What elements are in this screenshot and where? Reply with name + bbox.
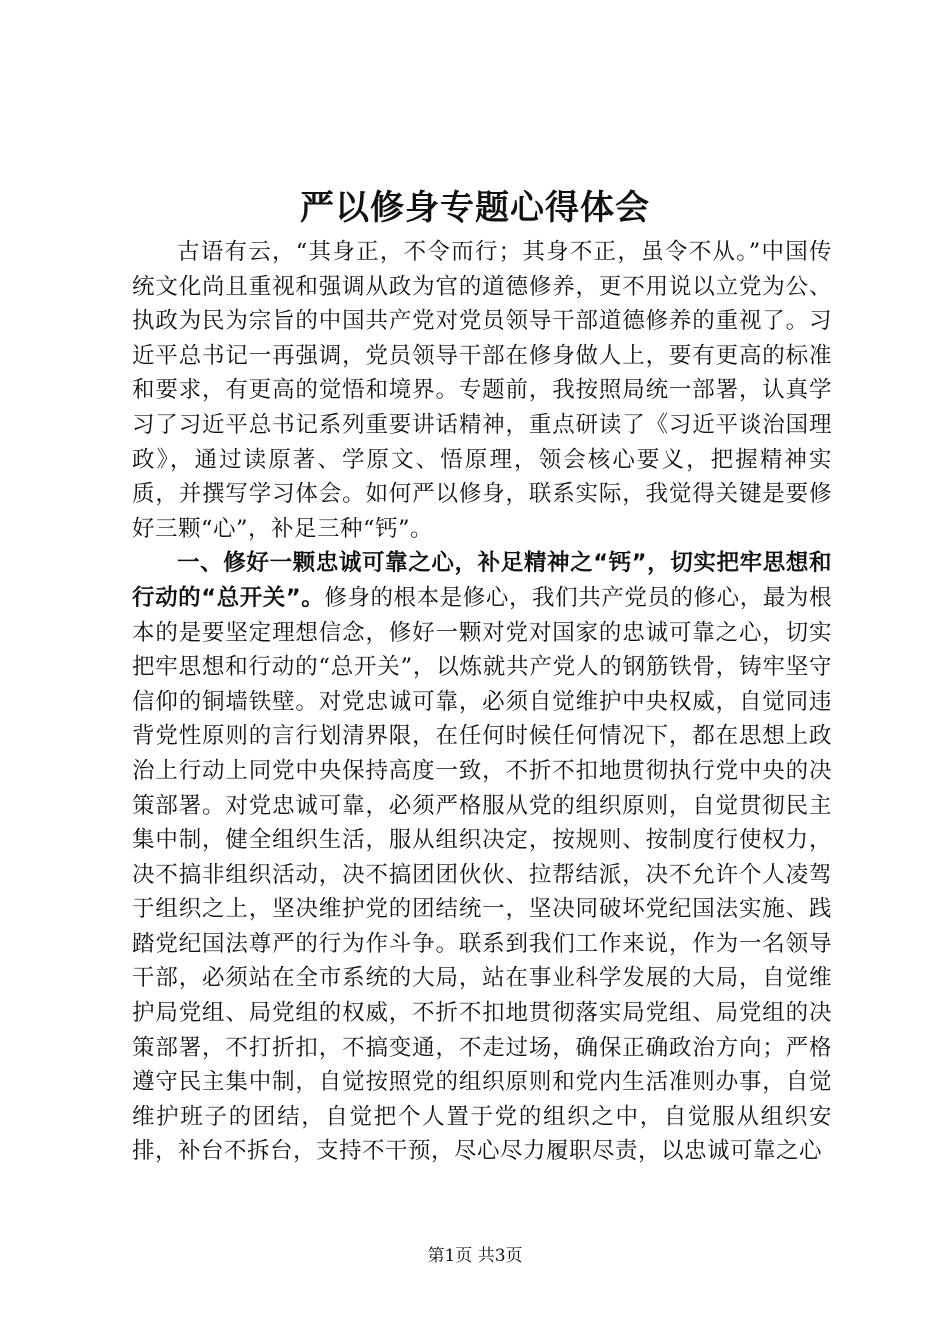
page-footer: 第1页 共3页 (427, 1246, 523, 1266)
document-body (132, 235, 832, 1169)
intro-paragraph: 古语有云，“其身正，不令而行；其身不正，虽令不从。”中国传统文化尚且重视和强调从政为官的道德修养，更不用说以立党为公、执政为民为宗旨的中国共产党对党员领导干部道德修养的重视了。习近平总书记一再强调，党员领导干部在修身做人上，要有更高的标准和要求，有更高的觉悟和境界。专题前，我按照局统一部署，认真学习了习近平总书记系列重要讲话精神，重点研读了《习近平谈治国理政》，通过读原著、学原文、悟原理，领会核心要义，把握精神实质，并撰写学习体会。如何严以修身，联系实际，我觉得关键是要修好三颗“心”，补足三种“钙”。 (132, 239, 832, 542)
section-1-heading: 一、修好一颗忠诚可靠之心，补足精神之“钙”，切实把牢思想和行动的“总开关”。 (132, 550, 832, 611)
document-title: 严以修身专题心得体会 (300, 188, 650, 228)
section-1-body: 修身的根本是修心，我们共产党员的修心，最为根本的是要坚定理想信念，修好一颗对党对国家的忠诚可靠之心，切实把牢思想和行动的“总开关”，以炼就共产党人的钢筋铁骨，铸牢坚守信仰的铜墙铁壁。对党忠诚可靠，必须自觉维护中央权威，自觉同违背党性原则的言行划清界限，在任何时候任何情况下，都在思想上政治上行动上同党中央保持高度一致，不折不扣地贯彻执行党中央的决策部署。对党忠诚可靠，必须严格服从党的组织原则，自觉贯彻民主集中制，健全组织生活，服从组织决定，按规则、按制度行使权力，决不搞非组织活动，决不搞团团伙伙、拉帮结派，决不允许个人凌驾于组织之上，坚决维护党的团结统一，坚决同破坏党纪国法实施、践踏党纪国法尊严的行为作斗争。联系到我们工作来说，作为一名领导干部，必须站在全市系统的大局，站在事业科学发展的大局，自觉维护局党组、局党组的权威，不折不扣地贯彻落实局党组、局党组的决策部署，不打折扣，不搞变通，不走过场，确保正确政治方向；严格遵守民主集中制，自觉按照党的组织原则和党内生活准则办事，自觉维护班子的团结，自觉把个人置于党的组织之中，自觉服从组织安排，补台不拆台，支持不干预，尽心尽力履职尽责，以忠诚可靠之心 (132, 584, 832, 1165)
section-1-paragraph (132, 546, 832, 1169)
